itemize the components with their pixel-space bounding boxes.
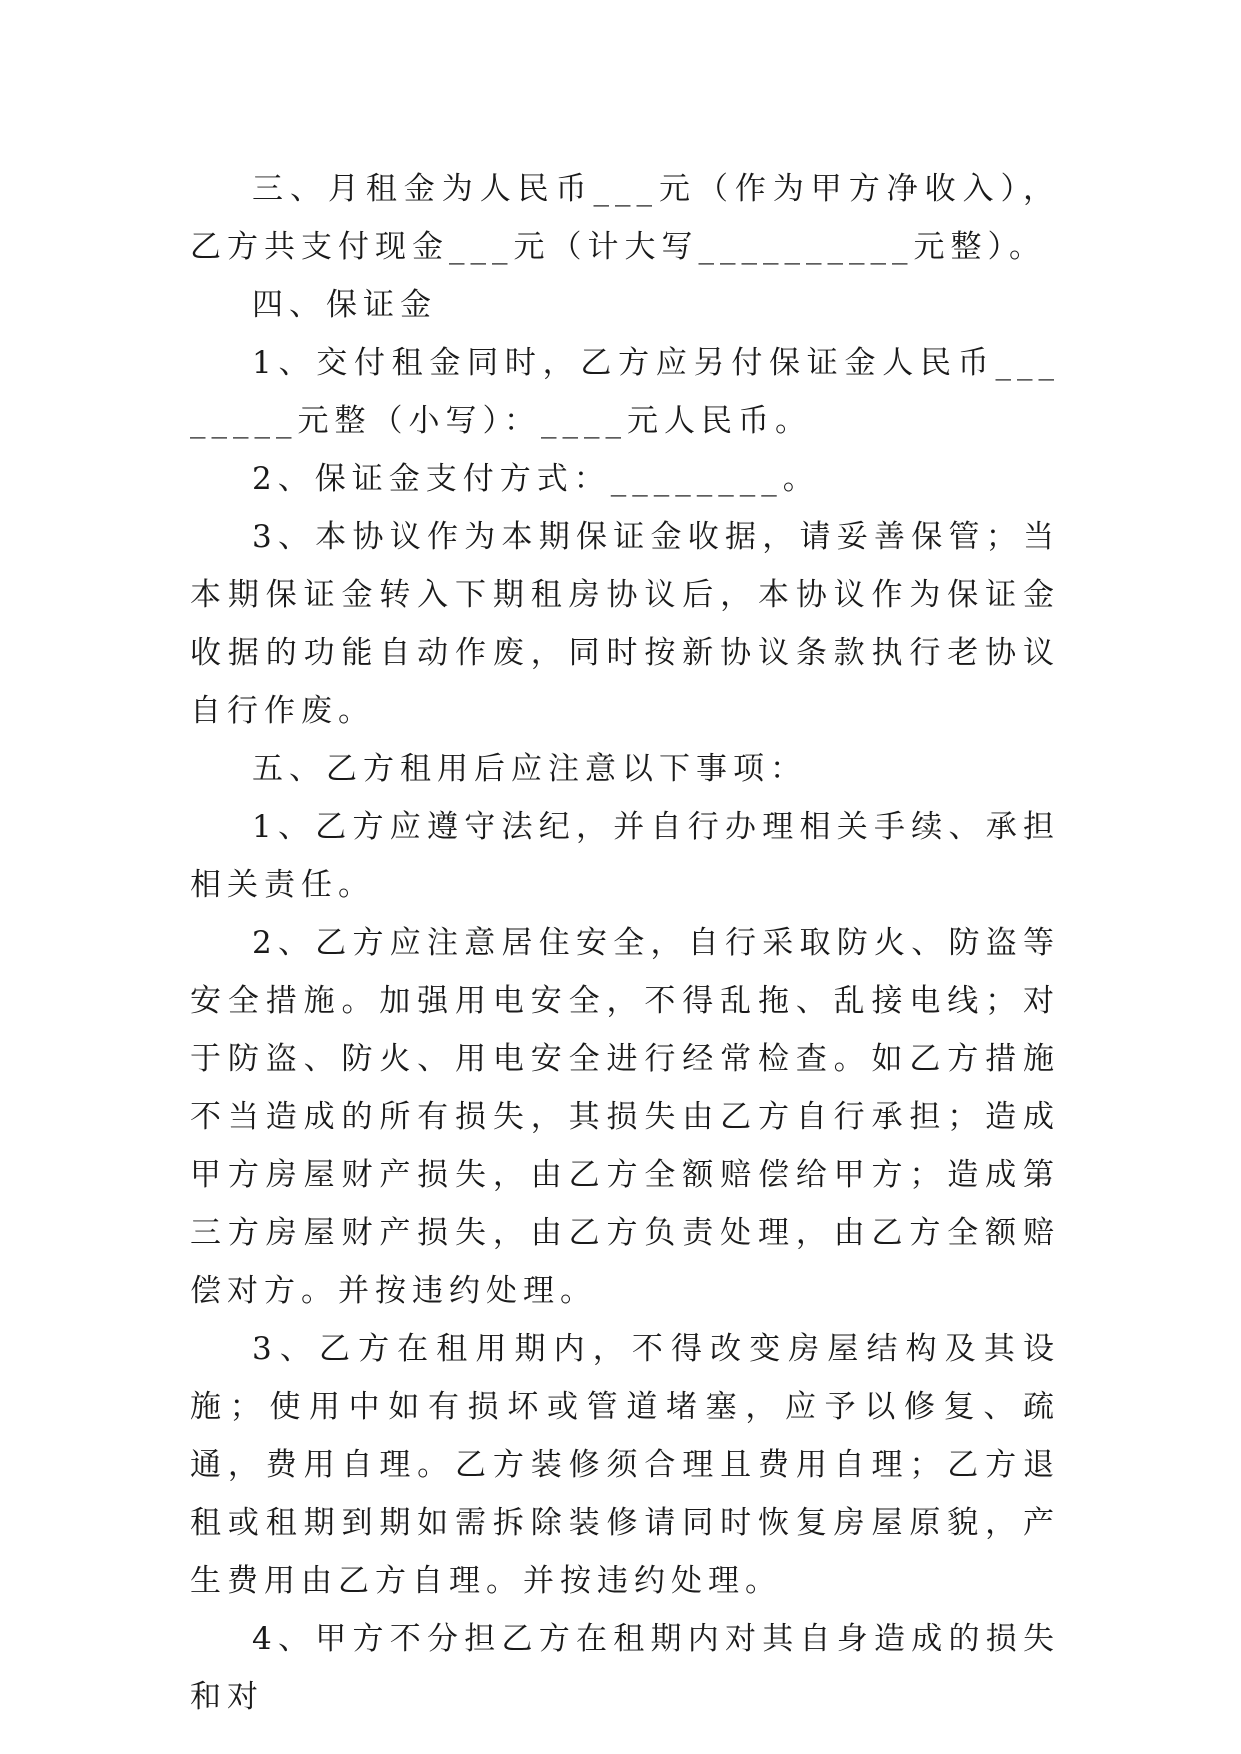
paragraph-note-2: 2、乙方应注意居住安全，自行采取防火、防盗等安全措施。加强用电安全，不得乱拖、乱接电线；对于防盗、防火、用电安全进行经常检查。如乙方措施不当造成的所有损失，其损失由乙方自行承担；造成甲方房屋财产损失，由乙方全额赔偿给甲方；造成第三方房屋财产损失，由乙方负责处理，由乙方全额赔偿对方。并按违约处理。 bbox=[190, 925, 1060, 1309]
paragraph-rent-amount: 三、月租金为人民币___元（作为甲方净收入），乙方共支付现金___元（计大写__________元整）。 bbox=[190, 171, 1060, 265]
paragraph-deposit-receipt: 3、本协议作为本期保证金收据，请妥善保管；当本期保证金转入下期租房协议后，本协议作为保证金收据的功能自动作废，同时按新协议条款执行老协议自行作废。 bbox=[190, 519, 1060, 729]
paragraph-deposit-payment-method: 2、保证金支付方式：________。 bbox=[252, 461, 820, 497]
document-body bbox=[190, 160, 1060, 1726]
paragraph-note-1: 1、乙方应遵守法纪，并自行办理相关手续、承担相关责任。 bbox=[190, 809, 1060, 903]
section-heading-deposit: 四、保证金 bbox=[252, 287, 437, 323]
paragraph-deposit-amount: 1、交付租金同时，乙方应另付保证金人民币________元整（小写）：____元人民币。 bbox=[190, 345, 1060, 439]
section-heading-tenant-notes: 五、乙方租用后应注意以下事项： bbox=[252, 751, 807, 787]
paragraph-note-3: 3、乙方在租用期内，不得改变房屋结构及其设施；使用中如有损坏或管道堵塞，应予以修复、疏通，费用自理。乙方装修须合理且费用自理；乙方退租或租期到期如需拆除装修请同时恢复房屋原貌，产生费用由乙方自理。并按违约处理。 bbox=[190, 1331, 1060, 1599]
paragraph-note-4: 4、甲方不分担乙方在租期内对其自身造成的损失和对 bbox=[190, 1621, 1060, 1715]
